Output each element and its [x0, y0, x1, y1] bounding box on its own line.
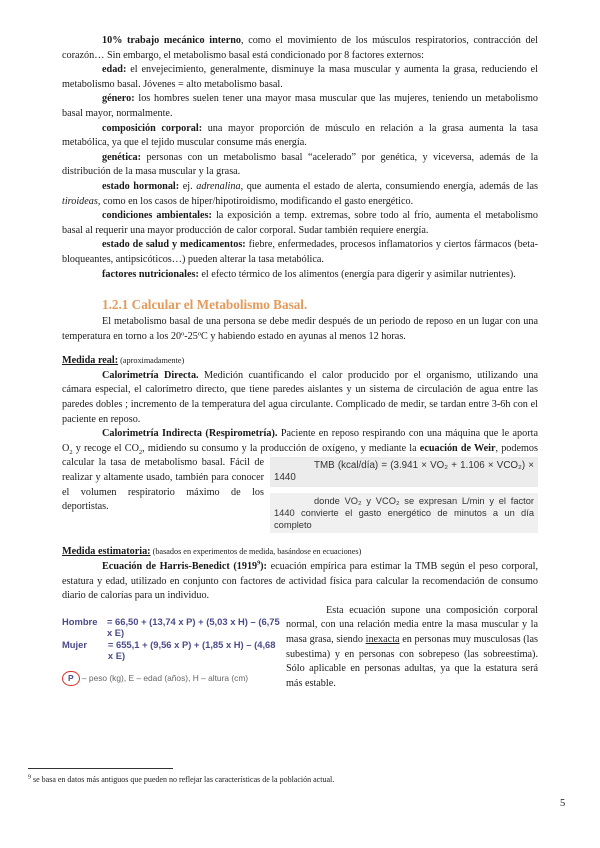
factor-term: estado hormonal:: [102, 180, 180, 192]
intro-text: , como el movimiento de los músculos respiratorios, contracción del corazón… Sin embargo, el metabolismo basal está condicionado por 8 factores externos:: [62, 35, 538, 61]
footnote-text: se basa en datos más antiguos que pueden no reflejar las características de la población actual.: [31, 775, 335, 784]
weir-note: donde VO₂ y VCO₂ se expresan L/min y el factor 1440 convierte el gasto energético de minutos a un día completo: [270, 493, 538, 533]
medida-real-label: Medida real:: [62, 355, 119, 367]
factor-text: ej.: [179, 180, 197, 192]
hb-term: Ecuación de Harris-Benedict (1919: [102, 561, 258, 573]
factor-term: edad:: [102, 64, 127, 76]
circled-p: P: [62, 671, 80, 687]
formula-mujer: [62, 639, 280, 662]
underlined-word: inexacta: [365, 634, 400, 645]
footnote-number: 9: [28, 774, 31, 781]
factor-ambientales: [62, 209, 538, 238]
calorimetria-indirecta: [62, 427, 538, 531]
formula-hombre: [62, 616, 280, 639]
factor-term: género:: [102, 93, 135, 105]
factor-hormonal: [62, 180, 538, 209]
harris-benedict: [62, 560, 538, 604]
factor-edad: [62, 63, 538, 92]
subscript: 2: [138, 448, 143, 456]
factor-term: genética:: [102, 151, 142, 163]
formula-label: Hombre: [62, 615, 98, 627]
factor-genetica: [62, 151, 538, 180]
factor-text: el efecto térmico de los alimentos (energía para digerir y asimilar nutrientes).: [198, 268, 516, 280]
factor-text: fiebre, enfermedades, procesos inflamatorios y ciertos fármacos (beta-bloqueantes, antipsicóticos…) pueden alterar la tasa metabólica.: [62, 239, 539, 265]
medida-estimatoria-label: Medida estimatoria:: [62, 546, 151, 558]
footnote-ref: 9: [257, 560, 261, 567]
formula-legend: [62, 671, 280, 687]
factor-salud: [62, 238, 538, 267]
intro-paragraph: [62, 34, 538, 63]
calorimetria-directa: [62, 369, 538, 427]
harris-benedict-formulas: [62, 606, 280, 687]
medida-real-title: [62, 354, 538, 369]
indirecta-text: y recoge el CO: [72, 442, 139, 454]
footnote-divider: [28, 768, 173, 769]
factor-text: personas con un metabolismo basal “acelerado” por genética, y viceversa, además de la distribución de la masa muscular y la grasa.: [62, 151, 538, 178]
section-heading: 1.2.1 Calcular el Metabolismo Basal.: [102, 297, 308, 313]
factor-text: una mayor proporción de músculo en relación a la grasa aumenta la tasa metabólica, ya que el tejido muscular consume más energía.: [62, 122, 538, 149]
formula-label: Mujer: [62, 638, 88, 650]
page-number: 5: [560, 798, 566, 809]
factor-term: estado de salud y medicamentos:: [102, 239, 246, 251]
factor-term: composición corporal:: [102, 122, 203, 134]
hb-text: ecuación empírica para estimar la TMB según el peso corporal, estatura y edad, utilizado en conjunto con factores de actividad física para calcular la recomendación de consumo diario de calorías para un individuo.: [62, 561, 538, 602]
factor-text: el envejecimiento, generalmente, disminuye la masa muscular y aumenta la grasa, reduciendo el metabolismo basal. Jóvenes = alto metabolismo basal.: [62, 64, 538, 90]
formula-text: = 655,1 + (9,56 x P) + (1,85 x H) – (4,68 x E): [107, 638, 276, 662]
factor-italic: adrenalina: [196, 180, 241, 192]
hb-term-close: ):: [260, 561, 267, 573]
formula-text: = 66,50 + (13,74 x P) + (5,03 x H) – (6,75 x E): [106, 615, 280, 639]
intro-bold: 10% trabajo mecánico interno: [102, 35, 241, 46]
indirecta-term: Calorimetría Indirecta (Respirometría).: [102, 428, 278, 440]
footnote: [28, 775, 548, 785]
medida-estimatoria-note: (basados en experimentos de medida, basándose en ecuaciones): [150, 547, 362, 557]
indirecta-text: Paciente en reposo respirando con una máquina que le aporta O: [62, 428, 538, 454]
weir-equation-box: [270, 457, 538, 533]
limitations-text: Esta ecuación supone una composición corporal normal, con una relación media entre la masa muscular y la masa grasa, siendo: [286, 604, 538, 645]
factor-italic: tiroideas: [62, 195, 98, 207]
weir-term: ecuación de Weir: [419, 442, 496, 454]
weir-equation: TMB (kcal/día) = (3.941 × VO₂ + 1.106 × VCO₂) × 1440: [270, 457, 538, 487]
factor-text: los hombres suelen tener una mayor masa muscular que las mujeres, teniendo un metabolismo basal mayor, normalmente.: [62, 93, 538, 119]
legend-text: – peso (kg), E – edad (años), H – altura (cm): [79, 672, 249, 683]
factor-text: , como en los casos de hiper/hipotiroidismo, modificando el gasto energético.: [97, 195, 414, 207]
page-content: [62, 34, 538, 691]
factor-genero: [62, 92, 538, 121]
factor-composicion: [62, 122, 538, 151]
directa-text: Medición cuantificando el calor producido por el organismo, utilizando una cámara especial, el calorímetro directo, que tiene paredes aislantes y un sistema de circulación de agua entre las paredes dobles ; incremento de la temperatura del agua circulante. Complicado de medir, se tardan entre 3-6h con el paciente en reposo.: [62, 369, 538, 425]
factor-term: condiciones ambientales:: [102, 210, 212, 222]
factor-nutricionales: [62, 268, 538, 283]
medida-real-note: (aproximadamente): [118, 356, 185, 366]
indirecta-text: , midiendo su consumo y la producción de oxígeno, y mediante la: [142, 442, 420, 454]
medida-estimatoria-title: [62, 545, 538, 560]
subscript: 2: [69, 448, 73, 456]
factor-text: la exposición a temp. extremas, sobre todo al frío, aumenta el metabolismo basal al requerir una mayor producción de calor corporal. Sudar también requiere energía.: [62, 210, 538, 236]
directa-term: Calorimetría Directa.: [102, 369, 199, 381]
indirecta-text: , podemos calcular la tasa de metabolismo basal. Fácil de realizar y altamente usado, también para conocer el volumen respiratorio máximo de los deportistas.: [62, 442, 538, 513]
section-intro: El metabolismo basal de una persona se debe medir después de un periodo de reposo en un lugar con una temperatura en torno a los 20º-25ºC y habiendo estado en ayunas al menos 12 horas.: [62, 316, 538, 342]
factor-text: , que aumenta el estado de alerta, consumiendo energía, además de las: [240, 180, 538, 192]
limitations-text: en personas muy musculosas (las subestima) y en personas con sobrepeso (las sobreestima). Sólo aplicable en personas adultas, ya que la estatura será más estable.: [286, 634, 538, 689]
factor-term: factores nutricionales:: [102, 268, 199, 280]
